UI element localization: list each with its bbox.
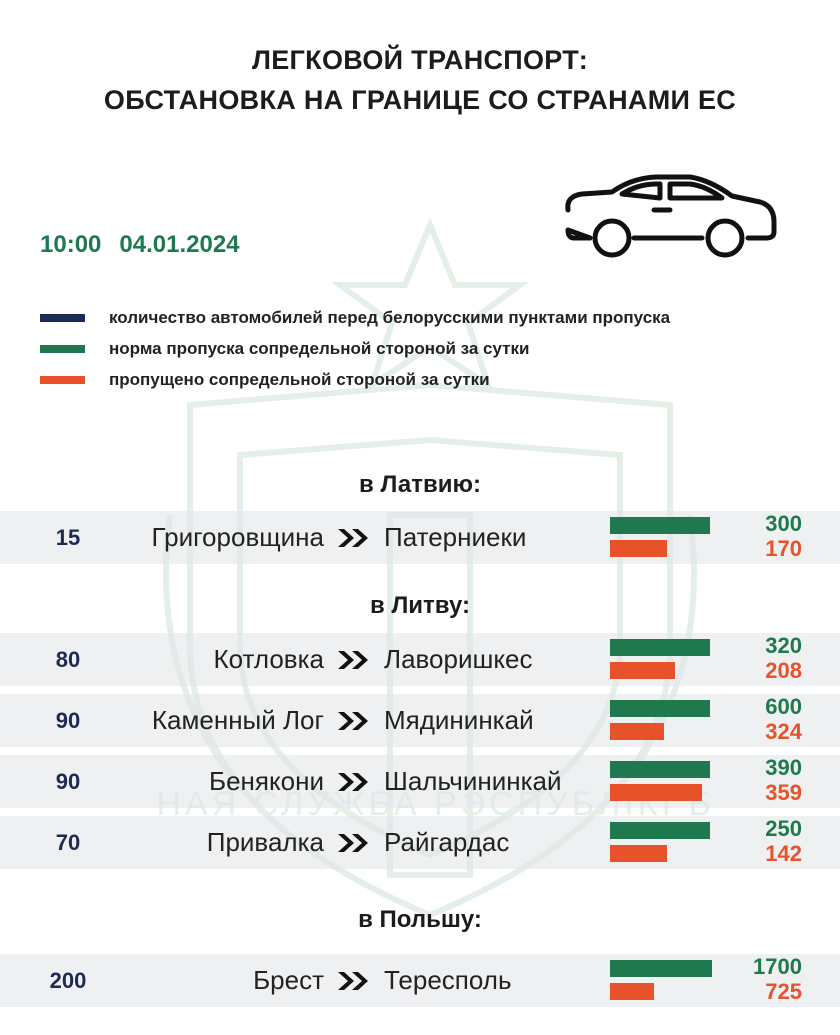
norm-value: 600: [765, 694, 802, 719]
norm-value: 320: [765, 633, 802, 658]
passed-bar: [610, 845, 667, 862]
checkpoint-from: Каменный Лог: [151, 705, 324, 735]
crossing-row: [0, 511, 840, 564]
legend-label-queue: количество автомобилей перед белорусскими пунктами пропуска: [109, 307, 671, 327]
norm-bar: [610, 822, 710, 839]
car-icon: [560, 172, 780, 262]
legend-swatch-passed: [40, 376, 85, 384]
title-line-1: ЛЕГКОВОЙ ТРАНСПОРТ:: [252, 45, 588, 75]
section-title-latvia: в Латвию:: [359, 471, 481, 498]
passed-bar: [610, 662, 675, 679]
queue-count: 200: [49, 968, 87, 993]
passed-value: 142: [765, 841, 802, 866]
legend-swatch-queue: [40, 314, 85, 322]
legend-label-passed: пропущено сопредельной стороной за сутки: [109, 369, 490, 389]
norm-value: 300: [765, 511, 802, 536]
passed-value: 170: [765, 536, 802, 561]
double-chevron-right-icon: [336, 771, 372, 793]
double-chevron-right-icon: [336, 970, 372, 992]
checkpoint-to: Лаворишкес: [384, 644, 533, 674]
legend-item-norm: [40, 333, 670, 364]
passed-value: 359: [765, 780, 802, 805]
crossing-row: [0, 694, 840, 747]
legend-swatch-norm: [40, 345, 85, 353]
checkpoint-to: Тересполь: [384, 965, 512, 995]
norm-bar: [610, 517, 710, 534]
section-title-lithuania: в Литву:: [370, 592, 470, 619]
passed-value: 725: [765, 979, 802, 1004]
queue-count: 15: [55, 525, 81, 550]
double-chevron-right-icon: [336, 527, 372, 549]
queue-count: 80: [55, 647, 81, 672]
timestamp: [40, 231, 240, 259]
legend-item-passed: [40, 364, 670, 395]
norm-value: 390: [765, 755, 802, 780]
legend: [40, 302, 670, 395]
crossing-row: [0, 816, 840, 869]
passed-bar: [610, 723, 664, 740]
queue-count: 70: [55, 830, 81, 855]
checkpoint-from: Котловка: [213, 644, 324, 674]
checkpoint-to: Патерниеки: [384, 522, 527, 552]
checkpoint-from: Привалка: [206, 827, 324, 857]
norm-bar: [610, 700, 710, 717]
double-chevron-right-icon: [336, 649, 372, 671]
passed-value: 324: [765, 719, 802, 744]
date: 04.01.2024: [119, 231, 240, 258]
crossing-row: [0, 633, 840, 686]
checkpoint-to: Мядининкай: [384, 705, 534, 735]
queue-count: 90: [55, 708, 81, 733]
queue-count: 90: [55, 769, 81, 794]
checkpoint-from: Брест: [253, 965, 324, 995]
passed-bar: [610, 784, 702, 801]
page-title: [0, 40, 840, 120]
double-chevron-right-icon: [336, 832, 372, 854]
legend-item-queue: [40, 302, 670, 333]
norm-value: 1700: [753, 954, 802, 979]
checkpoint-to: Райгардас: [384, 827, 510, 857]
legend-label-norm: норма пропуска сопредельной стороной за сутки: [109, 338, 530, 358]
passed-bar: [610, 983, 654, 1000]
norm-bar: [610, 960, 712, 977]
crossing-row: [0, 755, 840, 808]
double-chevron-right-icon: [336, 710, 372, 732]
passed-bar: [610, 540, 667, 557]
checkpoint-from: Бенякони: [209, 766, 324, 796]
passed-value: 208: [765, 658, 802, 683]
norm-bar: [610, 761, 710, 778]
norm-bar: [610, 639, 710, 656]
section-title-poland: в Польшу:: [358, 906, 482, 933]
checkpoint-to: Шальчининкай: [384, 766, 562, 796]
checkpoint-from: Григоровщина: [151, 522, 324, 552]
crossing-row: [0, 954, 840, 1007]
time: 10:00: [40, 231, 102, 258]
norm-value: 250: [765, 816, 802, 841]
title-line-2: ОБСТАНОВКА НА ГРАНИЦЕ СО СТРАНАМИ ЕС: [103, 85, 737, 115]
